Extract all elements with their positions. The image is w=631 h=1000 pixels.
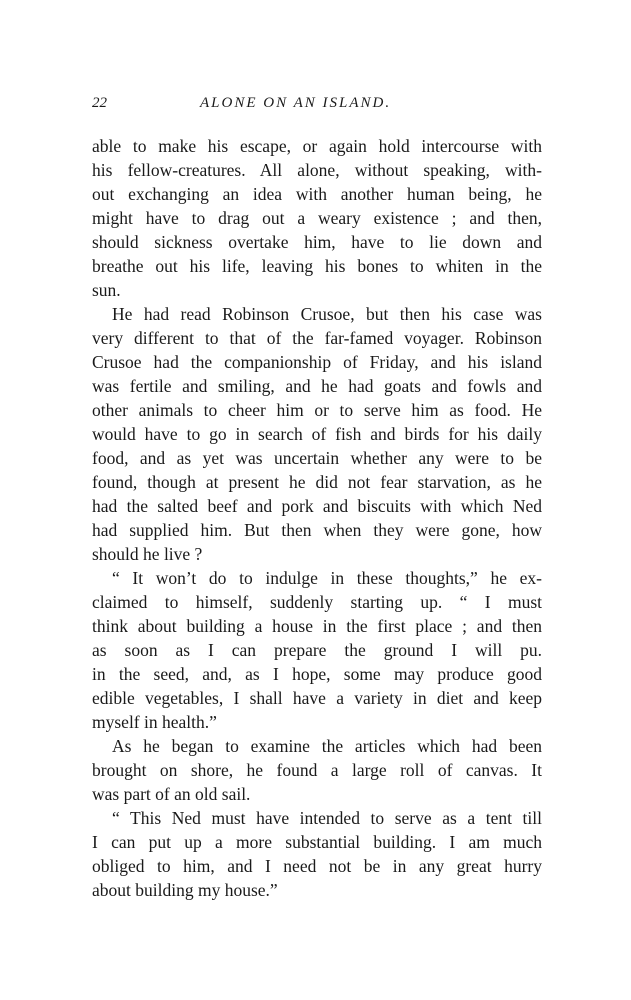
text-line: should sickness overtake him, have to lie down and (92, 232, 542, 252)
text-line: out exchanging an idea with another human being, he (92, 184, 542, 204)
page-number: 22 (92, 95, 107, 111)
text-line: obliged to him, and I need not be in any great hurry (92, 856, 542, 876)
text-line: would have to go in search of fish and birds for his daily (92, 424, 542, 444)
text-line: other animals to cheer him or to serve him as food. He (92, 400, 542, 420)
text-line: brought on shore, he found a large roll of canvas. It (92, 760, 542, 780)
text-line: I can put up a more substantial building. I am much (92, 832, 542, 852)
text-line: food, and as yet was uncertain whether any were to be (92, 448, 542, 468)
text-line: found, though at present he did not fear starvation, as he (92, 472, 542, 492)
paragraph (92, 806, 542, 902)
body-text (92, 134, 542, 902)
text-line: as soon as I can prepare the ground I will pu. (92, 640, 542, 660)
text-line: “ It won’t do to indulge in these thoughts,” he ex- (112, 568, 542, 588)
text-line: had the salted beef and pork and biscuits with which Ned (92, 496, 542, 516)
text-line: “ This Ned must have intended to serve as a tent till (112, 808, 542, 828)
paragraph (92, 302, 542, 566)
text-line: in the seed, and, as I hope, some may produce good (92, 664, 542, 684)
text-line: might have to drag out a weary existence ; and then, (92, 208, 542, 228)
text-line: should he live ? (92, 544, 203, 564)
text-line: myself in health.” (92, 712, 217, 732)
text-line: think about building a house in the first place ; and then (92, 616, 542, 636)
text-line: He had read Robinson Crusoe, but then his case was (112, 304, 542, 324)
text-line: his fellow-creatures. All alone, without speaking, with- (92, 160, 542, 180)
text-line: As he began to examine the articles which had been (112, 736, 542, 756)
text-line: had supplied him. But then when they were gone, how (92, 520, 542, 540)
text-line: about building my house.” (92, 880, 278, 900)
paragraph (92, 134, 542, 302)
paragraph (92, 734, 542, 806)
text-line: Crusoe had the companionship of Friday, and his island (92, 352, 542, 372)
text-line: breathe out his life, leaving his bones to whiten in the (92, 256, 542, 276)
running-title: ALONE ON AN ISLAND. (200, 95, 392, 111)
running-head (92, 92, 542, 114)
text-line: edible vegetables, I shall have a variety in diet and keep (92, 688, 542, 708)
text-line: was part of an old sail. (92, 784, 251, 804)
paragraph (92, 566, 542, 734)
text-line: was fertile and smiling, and he had goats and fowls and (92, 376, 542, 396)
text-line: sun. (92, 280, 121, 300)
text-line: able to make his escape, or again hold intercourse with (92, 136, 542, 156)
text-line: claimed to himself, suddenly starting up. “ I must (92, 592, 542, 612)
text-line: very different to that of the far-famed voyager. Robinson (92, 328, 542, 348)
